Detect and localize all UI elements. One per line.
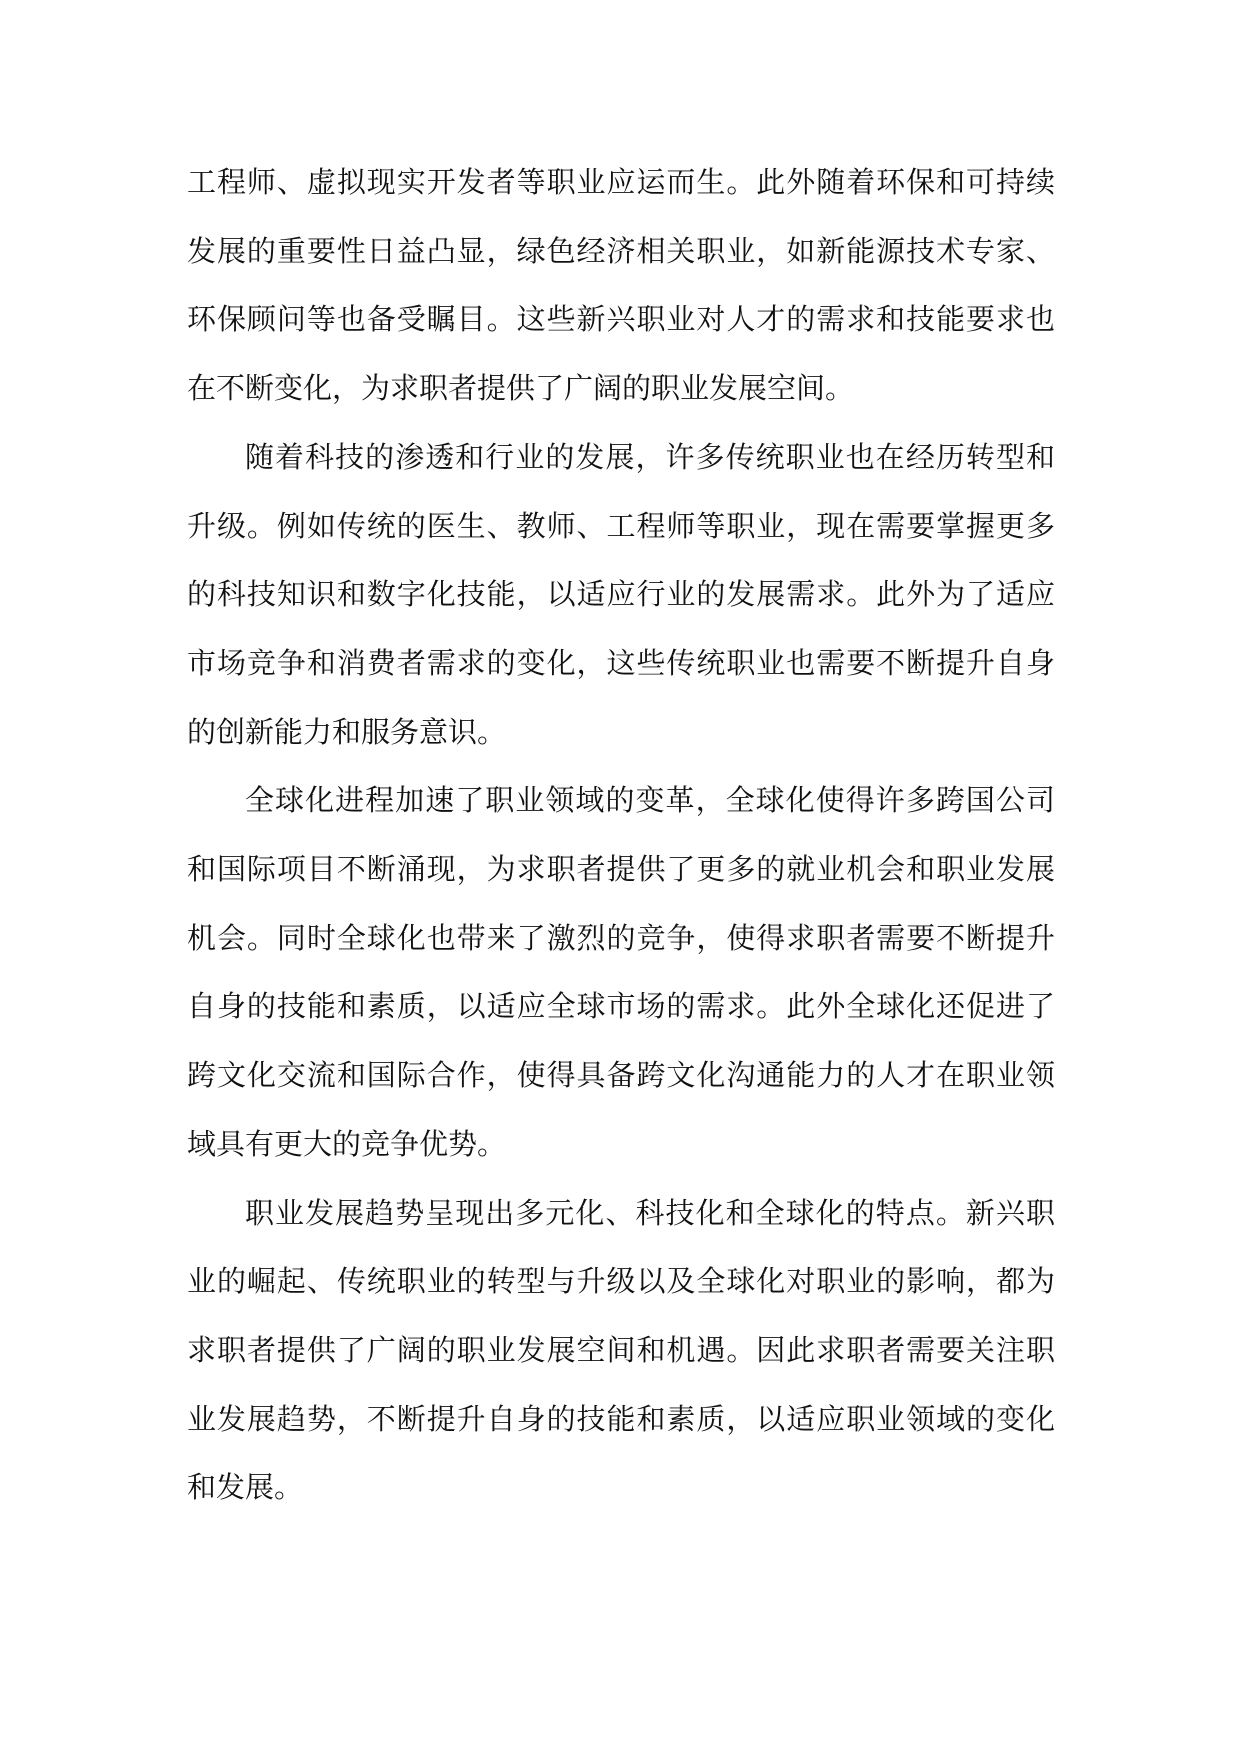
paragraph-conclusion: 职业发展趋势呈现出多元化、科技化和全球化的特点。新兴职业的崛起、传统职业的转型与升级以及全球化对职业的影响，都为求职者提供了广阔的职业发展空间和机遇。因此求职者需要关注职业发展趋势，不断提升自身的技能和素质，以适应职业领域的变化和发展。: [187, 1195, 1055, 1505]
paragraph-globalization: 全球化进程加速了职业领域的变革，全球化使得许多跨国公司和国际项目不断涌现，为求职者提供了更多的就业机会和职业发展机会。同时全球化也带来了激烈的竞争，使得求职者需要不断提升自身的技能和素质，以适应全球市场的需求。此外全球化还促进了跨文化交流和国际合作，使得具备跨文化沟通能力的人才在职业领域具有更大的竞争优势。: [187, 783, 1055, 1161]
document-body: [187, 148, 1055, 1522]
paragraph-continued: 工程师、虚拟现实开发者等职业应运而生。此外随着环保和可持续发展的重要性日益凸显，绿色经济相关职业，如新能源技术专家、环保顾问等也备受瞩目。这些新兴职业对人才的需求和技能要求也在不断变化，为求职者提供了广阔的职业发展空间。: [187, 165, 1055, 406]
paragraph-traditional-careers: 随着科技的渗透和行业的发展，许多传统职业也在经历转型和升级。例如传统的医生、教师、工程师等职业，现在需要掌握更多的科技知识和数字化技能，以适应行业的发展需求。此外为了适应市场竞争和消费者需求的变化，这些传统职业也需要不断提升自身的创新能力和服务意识。: [187, 439, 1055, 749]
